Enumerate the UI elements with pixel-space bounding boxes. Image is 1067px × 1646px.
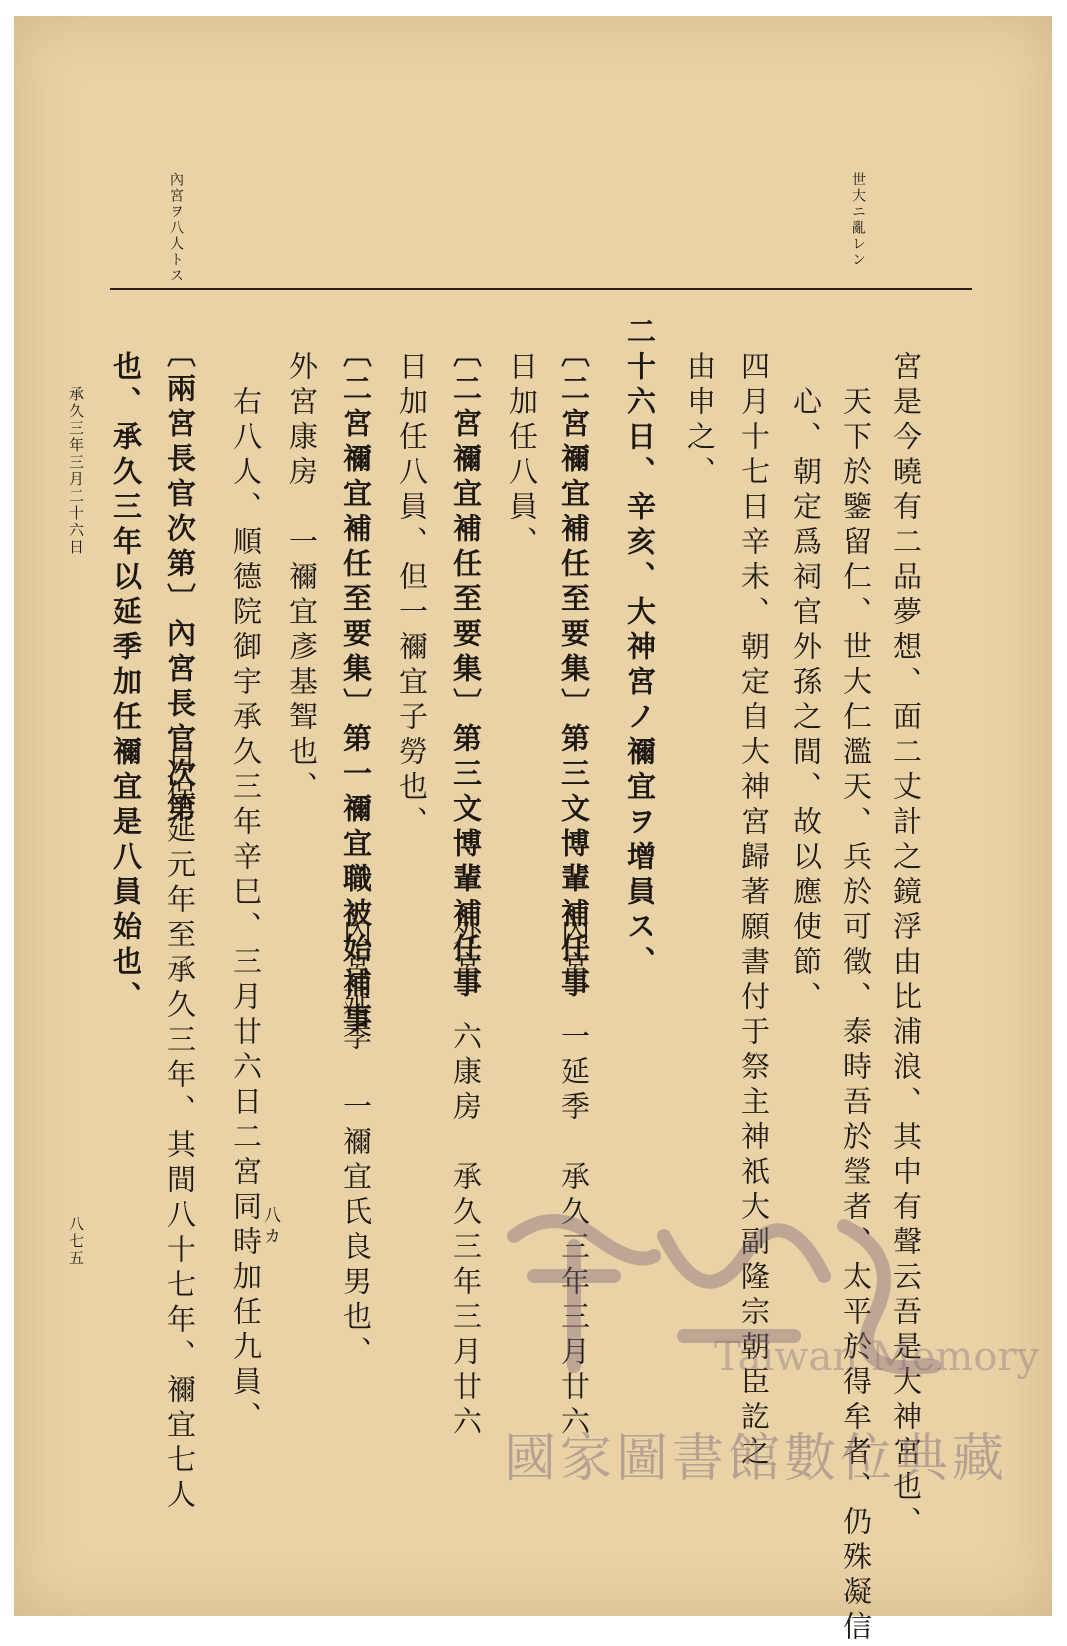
- source-title-4: 〔兩宮長官次第〕內宮長官次第: [163, 338, 197, 828]
- correction-note: 八カ: [260, 1206, 280, 1248]
- page-number: 八七五: [67, 1216, 85, 1267]
- text-column-13: 右八人、順德院御宇承久三年辛巳、三月廿六日二宮同時加任九員、: [229, 386, 263, 1436]
- watermark-chinese: 國家圖書館數位典藏: [504, 1429, 1009, 1489]
- text-column-2: 天下於鑒留仁、世大仁濫天、兵於可徵、泰時吾於瑩者、太平於得牟者、仍殊凝信: [839, 386, 873, 1646]
- text-column-14: 自保延元年至承久三年、其間八十七年、禰宜七人: [163, 744, 197, 1514]
- source-title-2: 〔二宮禰宜補任至要集〕第三文博輩補任事: [449, 338, 483, 1003]
- text-column-8: 日加任八員、: [505, 351, 539, 561]
- row-naigu-1: 內宮 一延季 承久三年三月廿六: [557, 916, 591, 1441]
- watermark-english: Taiwan Memory: [714, 1334, 1040, 1380]
- text-column-3: 心、朝定爲祠官外孫之間、故以應使節、: [789, 386, 823, 1016]
- header-divider: [110, 288, 972, 290]
- text-column-10: 日加任八員、但一禰宜子勞也、: [395, 351, 429, 841]
- source-title-3: 〔二宮禰宜補任至要集〕第一禰宜職被始補事: [339, 338, 373, 1038]
- text-column-12: 外宮康房 一禰宜彥基聟也、: [285, 351, 319, 806]
- entry-heading: 二十六日、辛亥、大神宮ノ禰宜ヲ增員ス、: [623, 316, 657, 981]
- row-gegu-1: 外宮 六康房 承久三年三月廿六: [449, 916, 483, 1441]
- header-note-right: 世大ニ亂レン: [850, 172, 866, 268]
- row-naigu-2: 內宮延季 一禰宜氏良男也、: [339, 916, 373, 1371]
- text-column-1: 宮是今曉有二品夢想、面二丈計之鏡浮由比浦浪、其中有聲云吾是大神宮也、: [889, 351, 923, 1541]
- document-page: [14, 16, 1052, 1646]
- source-title-1: 〔二宮禰宜補任至要集〕第三文博輩補任事: [557, 338, 591, 1003]
- date-margin: 承久三年三月二十六日: [67, 386, 85, 556]
- header-note-left: 內宮ヲ八人トス: [168, 172, 184, 284]
- text-column-4: 四月十七日辛未、朝定自大神宮歸著願書付于祭主神祇大副隆宗朝臣訖之: [737, 351, 771, 1471]
- text-column-5: 由申之、: [683, 351, 717, 491]
- text-column-15: 也、承久三年以延季加任禰宜是八員始也、: [109, 351, 143, 1016]
